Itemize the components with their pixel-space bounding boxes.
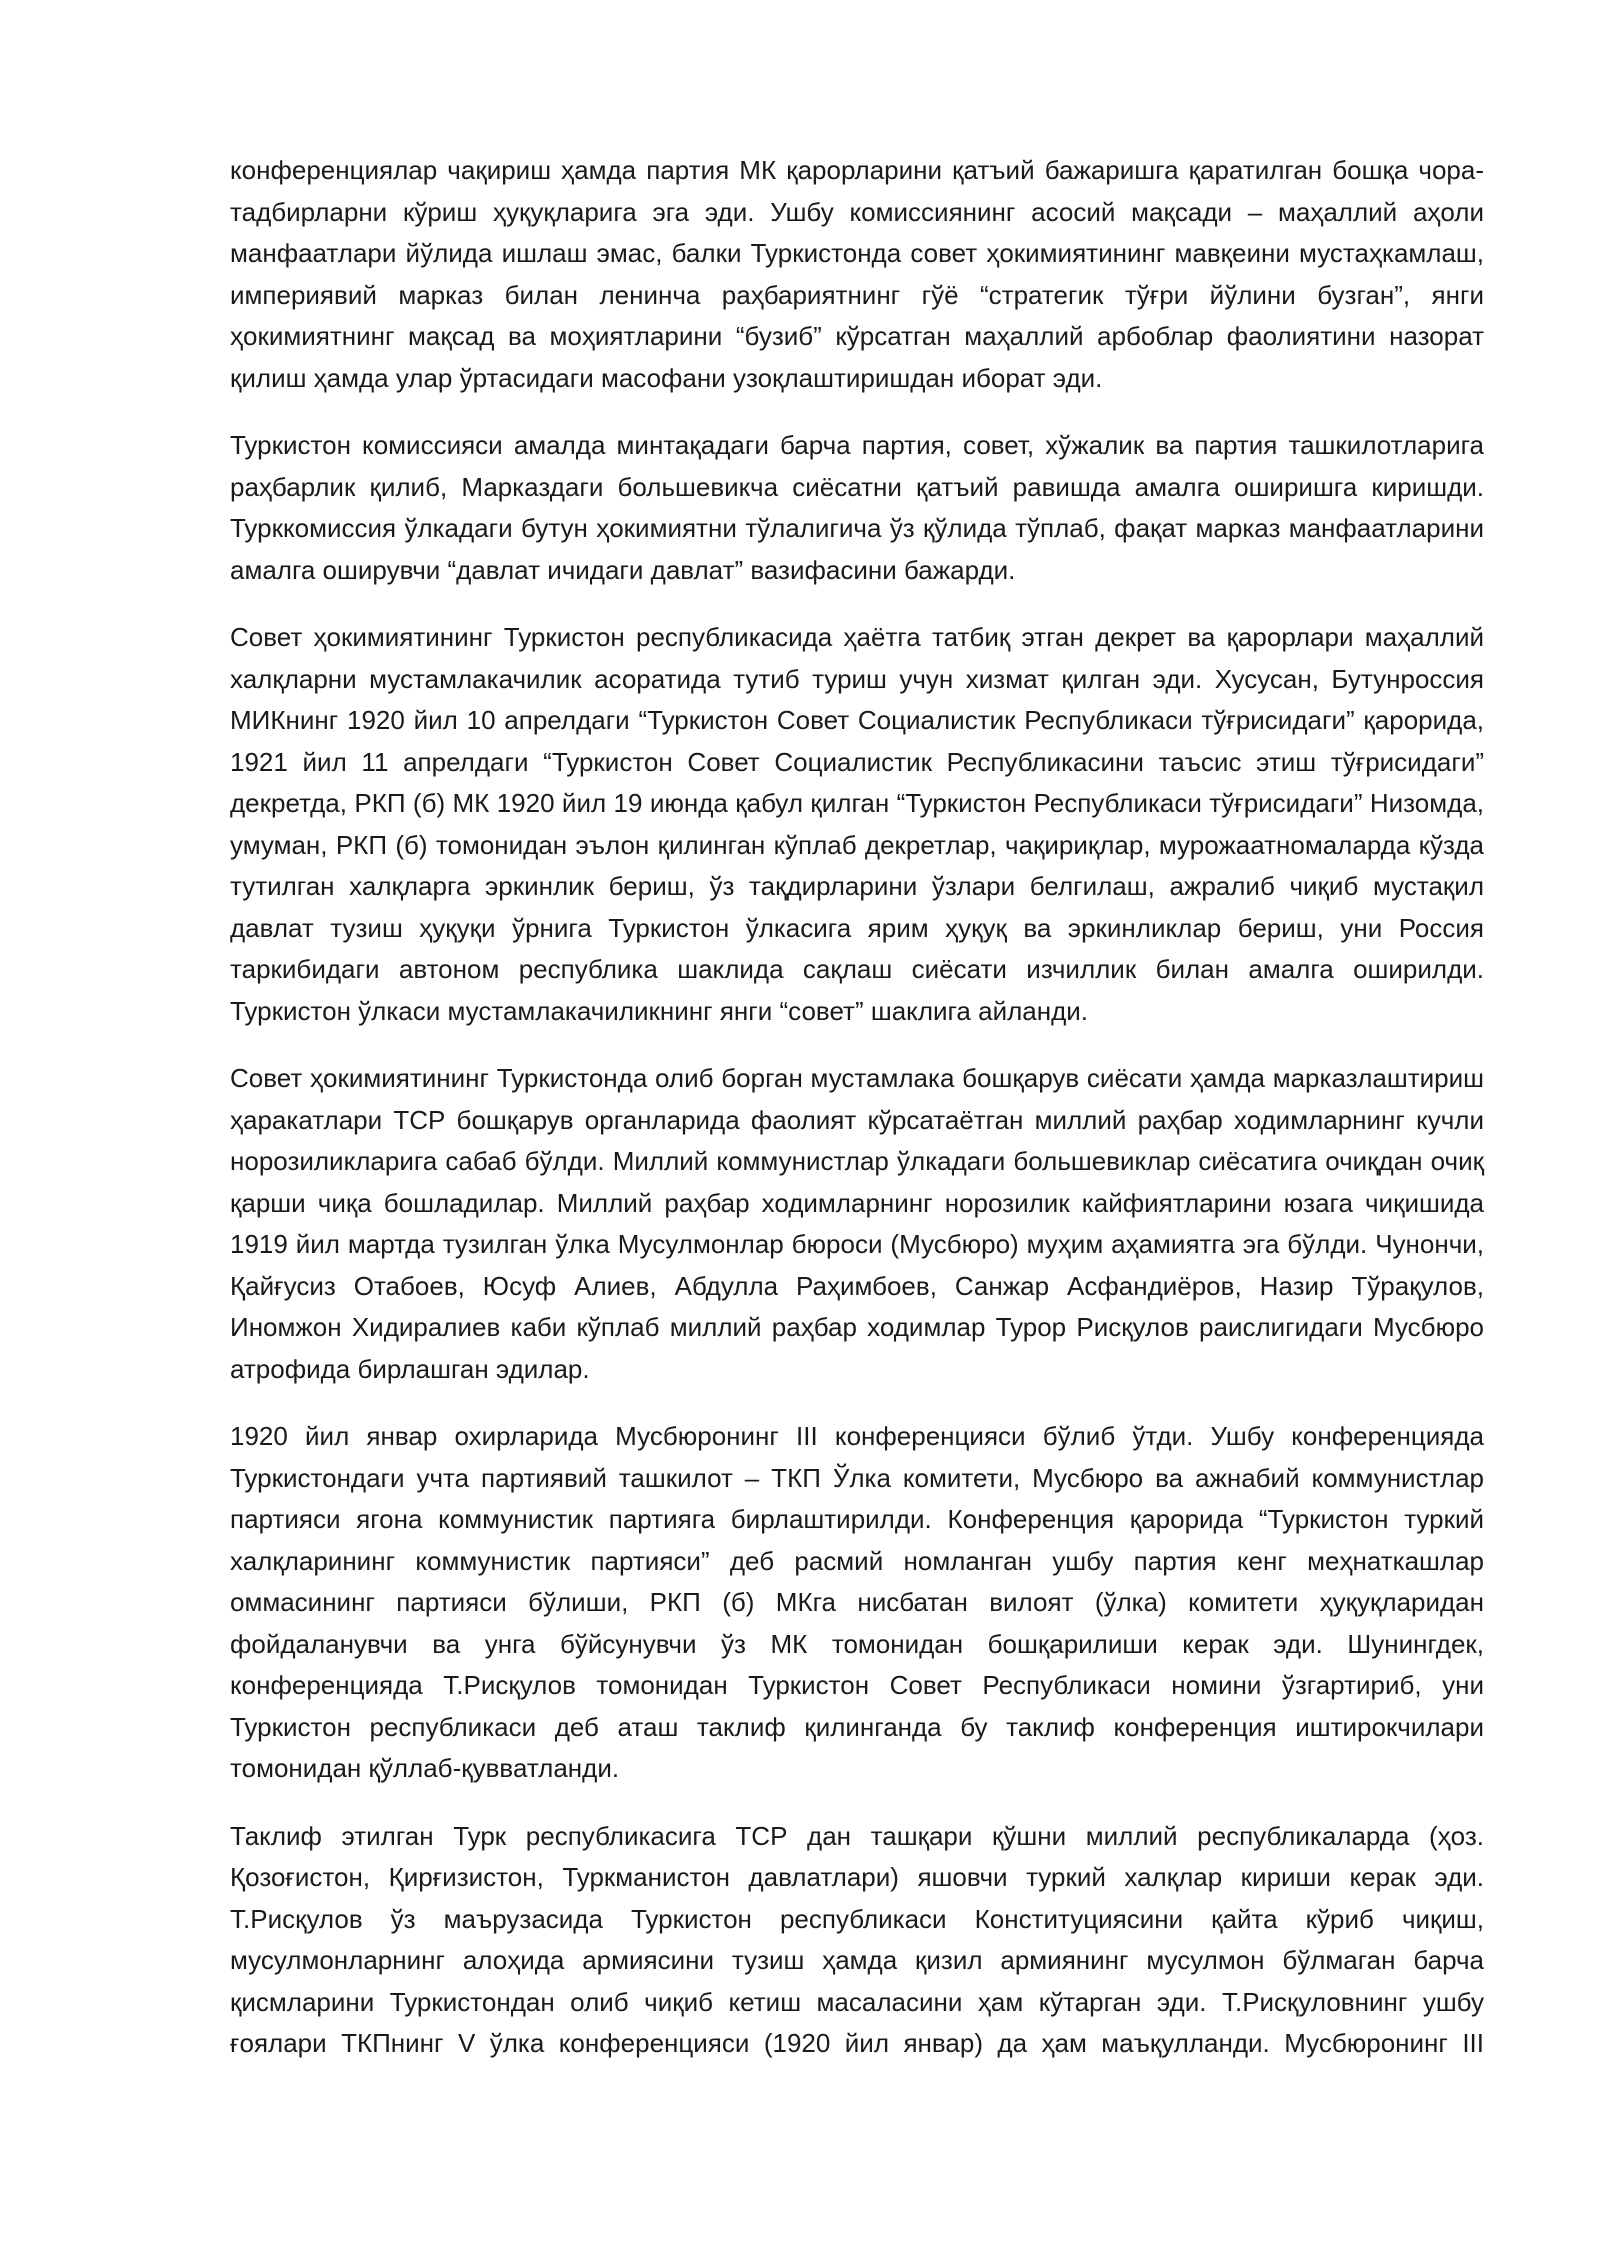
- paragraph-3: Совет ҳокимиятининг Туркистон республикасида ҳаётга татбиқ этган декрет ва қарорлари маҳаллий халқларни мустамлакачилик асоратида тутиб туриш учун хизмат қилган эди. Хусусан, Бутунроссия МИКнинг 1920 йил 10 апрелдаги “Туркистон Совет Социалистик Республикаси тўғрисидаги” қарорида, 1921 йил 11 апрелдаги “Туркистон Совет Социалистик Республикасини таъсис этиш тўғрисидаги” декретда, РКП (б) МК 1920 йил 19 июнда қабул қилган “Туркистон Республикаси тўғрисидаги” Низомда, умуман, РКП (б) томонидан эълон қилинган кўплаб декретлар, чақириқлар, мурожаатномаларда кўзда тутилган халқларга эркинлик бериш, ўз тақдирларини ўзлари белгилаш, ажралиб чиқиб мустақил давлат тузиш ҳуқуқи ўрнига Туркистон ўлкасига ярим ҳуқуқ ва эркинликлар бериш, уни Россия таркибидаги автоном республика шаклида сақлаш сиёсати изчиллик билан амалга оширилди. Туркистон ўлкаси мустамлакачиликнинг янги “совет” шаклига айланди.: [230, 622, 1484, 1026]
- paragraph-1: конференциялар чақириш ҳамда партия МК қарорларини қатъий бажаришга қаратилган бошқа чора-тадбирларни кўриш ҳуқуқларига эга эди. Ушбу комиссиянинг асосий мақсади – маҳаллий аҳоли манфаатлари йўлида ишлаш эмас, балки Туркистонда совет ҳокимиятининг мавқеини мустаҳкамлаш, империявий марказ билан ленинча раҳбариятнинг гўё “стратегик тўғри йўлини бузган”, янги ҳокимиятнинг мақсад ва моҳиятларини “бузиб” кўрсатган маҳаллий арбоблар фаолиятини назорат қилиш ҳамда улар ўртасидаги масофани узоқлаштиришдан иборат эди.: [230, 155, 1484, 393]
- paragraph-5: 1920 йил январ охирларида Мусбюронинг III конференцияси бўлиб ўтди. Ушбу конференцияда Туркистондаги учта партиявий ташкилот – ТКП Ўлка комитети, Мусбюро ва ажнабий коммунистлар партияси ягона коммунистик партияга бирлаштирилди. Конференция қарорида “Туркистон туркий халқларининг коммунистик партияси” деб расмий номланган ушбу партия кенг меҳнаткашлар оммасининг партияси бўлиши, РКП (б) МКга нисбатан вилоят (ўлка) комитети ҳуқуқларидан фойдаланувчи ва унга бўйсунувчи ўз МК томонидан бошқарилиши керак эди. Шунингдек, конференцияда Т.Рисқулов томонидан Туркистон Совет Республикаси номини ўзгартириб, уни Туркистон республикаси деб аташ таклиф қилинганда бу таклиф конференция иштирокчилари томонидан қўллаб-қувватланди.: [230, 1421, 1484, 1783]
- paragraph-2: Туркистон комиссияси амалда минтақадаги барча партия, совет, хўжалик ва партия ташкилотларига раҳбарлик қилиб, Марказдаги большевикча сиёсатни қатъий равишда амалга оширишга киришди. Турккомиссия ўлкадаги бутун ҳокимиятни тўлалигича ўз қўлида тўплаб, фақат марказ манфаатларини амалга оширувчи “давлат ичидаги давлат” вазифасини бажарди.: [230, 430, 1484, 585]
- paragraph-4: Совет ҳокимиятининг Туркистонда олиб борган мустамлака бошқарув сиёсати ҳамда марказлаштириш ҳаракатлари ТСР бошқарув органларида фаолият кўрсатаётган миллий раҳбар ходимларнинг кучли норозиликларига сабаб бўлди. Миллий коммунистлар ўлкадаги большевиклар сиёсатига очиқдан очиқ қарши чиқа бошладилар. Миллий раҳбар ходимларнинг норозилик кайфиятларини юзага чиқишида 1919 йил мартда тузилган ўлка Мусулмонлар бюроси (Мусбюро) муҳим аҳамиятга эга бўлди. Чунончи, Қайғусиз Отабоев, Юсуф Алиев, Абдулла Раҳимбоев, Санжар Асфандиёров, Назир Тўрақулов, Иномжон Хидиралиев каби кўплаб миллий раҳбар ходимлар Турор Рисқулов раислигидаги Мусбюро атрофида бирлашган эдилар.: [230, 1063, 1484, 1384]
- body-text: [230, 150, 1484, 2091]
- paragraph-6: Таклиф этилган Турк республикасига ТСР дан ташқари қўшни миллий республикаларда (ҳоз. Қозоғистон, Қирғизистон, Туркманистон давлатлари) яшовчи туркий халқлар кириши керак эди. Т.Рисқулов ўз маърузасида Туркистон республикаси Конституциясини қайта кўриб чиқиш, мусулмонларнинг алоҳида армиясини тузиш ҳамда қизил армиянинг мусулмон бўлмаган барча қисмларини Туркистондан олиб чиқиб кетиш масаласини ҳам кўтарган эди. Т.Рисқуловнинг ушбу ғоялари ТКПнинг V ўлка конференцияси (1920 йил январ) да ҳам маъқулланди. Мусбюронинг III: [230, 1820, 1484, 2058]
